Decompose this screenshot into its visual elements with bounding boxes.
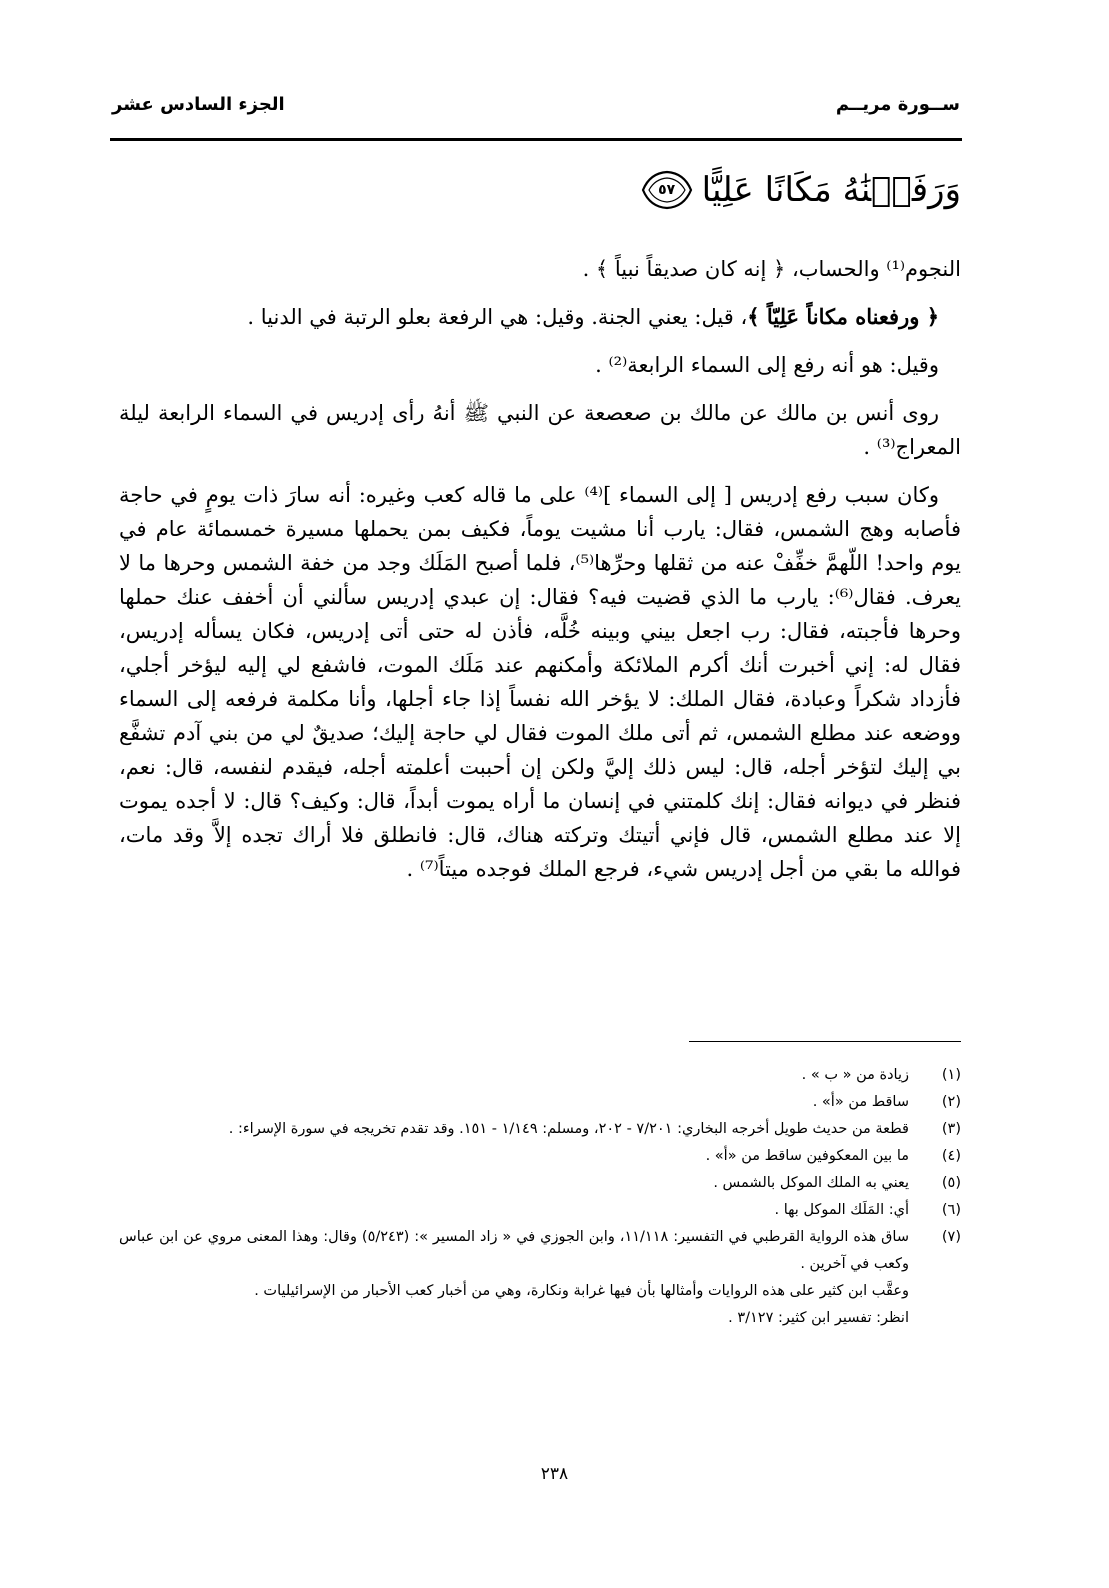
verse-text: وَرَفَعۡنَٰهُ مَكَانًا عَلِيًّا	[701, 170, 961, 210]
page-number: ٢٣٨	[540, 1464, 569, 1484]
footnote: (٦) أي: المَلَك الموكل بها .	[774, 1202, 961, 1218]
footnote: (٤) ما بين المعكوفين ساقط من «أ» .	[705, 1148, 961, 1164]
paragraph-3: وقيل: هو أنه رفع إلى السماء الرابعة⁽²⁾ .	[595, 353, 939, 377]
footnotes	[119, 1062, 961, 1332]
footnote: (٣) قطعة من حديث طويل أخرجه البخاري: ٧/٢٠١ - ٢٠٢، ومسلم: ١/١٤٩ - ١٥١. وقد تقدم تخريجه في سورة الإسراء: .	[228, 1121, 961, 1137]
verse-quote: ﴿ ورفعناه مكاناً عَلِيّاً ﴾	[747, 304, 939, 329]
paragraph-4: روى أنس بن مالك عن مالك بن صعصعة عن النبي ﷺ أنهُ رأى إدريس في السماء الرابعة ليلة المعراج⁽³⁾ .	[119, 401, 961, 459]
footnote: (١) زيادة من « ب » .	[801, 1067, 961, 1083]
footnote-continuation: وعقَّب ابن كثير على هذه الروايات وأمثالها بأن فيها غرابة ونكارة، وهي من أخبار كعب الأحبار من الإسرائيليات .	[254, 1283, 909, 1299]
footnote-continuation: انظر: تفسير ابن كثير: ٣/١٢٧ .	[728, 1310, 909, 1326]
header-divider	[110, 138, 962, 141]
paragraph-2	[119, 300, 961, 334]
footnote: (٥) يعني به الملك الموكل بالشمس .	[713, 1175, 961, 1191]
paragraph-2-rest: ، قيل: يعني الجنة. وقيل: هي الرفعة بعلو الرتبة في الدنيا .	[247, 305, 748, 329]
paragraph-1: النجوم⁽¹⁾ والحساب، ﴿ إنه كان صديقاً نبياً ﴾ .	[582, 257, 961, 281]
footnote: (٢) ساقط من «أ» .	[812, 1094, 961, 1110]
commentary-text	[119, 252, 961, 900]
ayah-end-marker-icon	[640, 169, 694, 211]
footnote-divider	[689, 1041, 961, 1042]
ayah-number: ٥٧	[658, 182, 676, 198]
paragraph-5: وكان سبب رفع إدريس [ إلى السماء ]⁽⁴⁾ على ما قاله كعب وغيره: أنه سارَ ذات يومٍ في حاجة فأصابه وهج الشمس، فقال: يارب أنا مشيت يوماً، فكيف بمن يحملها مسيرة خمسمائة عام في يوم واحد! اللّهمَّ خفِّفْ عنه من ثقلها وحرِّها⁽⁵⁾، فلما أصبح المَلَك وجد من خفة الشمس وحرها ما لا يعرف. فقال⁽⁶⁾: يارب ما الذي قضيت فيه؟ فقال: إن عبدي إدريس سألني أن أخفف عنك حملها وحرها فأجبته، فقال: رب اجعل بيني وبينه خُلَّه، فأذن له حتى أتى إدريس، فكان يسأله إدريس، فقال له: إني أخبرت أنك أكرم الملائكة وأمكنهم عند مَلَك الموت، فاشفع لي إليه ليؤخر أجلي، فأزداد شكراً وعبادة، فقال الملك: لا يؤخر الله نفساً إذا جاء أجلها، وأنا مكلمة فرفعه إلى السماء ووضعه عند مطلع الشمس، ثم أتى ملك الموت فقال لي حاجة إليك؛ صديقٌ لي من بني آدم تشفَّع بي إليك لتؤخر أجله، قال: ليس ذلك إليَّ ولكن إن أحببت أعلمته أجله، فيقدم لنفسه، قال: نعم، فنظر في ديوانه فقال: إنك كلمتني في إنسان ما أراه يموت أبداً، قال: وكيف؟ قال: لا أجده يموت إلا عند مطلع الشمس، قال فإني أتيتك وتركته هناك، قال: فانطلق فلا أراك تجده إلاَّ وقد مات، فوالله ما بقي من أجل إدريس شيء، فرجع الملك فوجده ميتاً⁽⁷⁾ .	[119, 483, 961, 881]
running-header	[112, 88, 960, 124]
quran-verse	[640, 160, 961, 220]
part-title: الجزء السادس عشر	[112, 94, 285, 115]
footnote: (٧) ساق هذه الرواية القرطبي في التفسير: ١١/١١٨، وابن الجوزي في « زاد المسير »: (٥/٢٤٣) وقال: وهذا المعنى مروي عن ابن عباس وكعب في آخرين .	[119, 1229, 961, 1272]
surah-title: ســورة مريــم	[835, 94, 960, 115]
